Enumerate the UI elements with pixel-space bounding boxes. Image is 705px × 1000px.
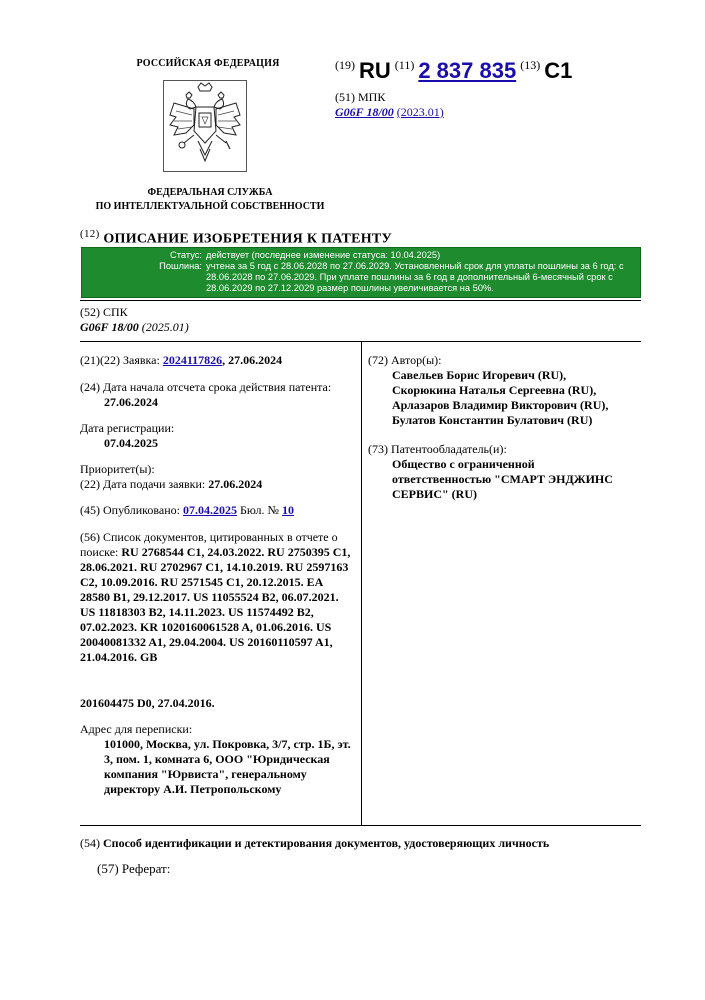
abstract-label: (57) Реферат: [97, 861, 171, 876]
priority-label: Приоритет(ы): [80, 462, 155, 476]
agency-line-1: ФЕДЕРАЛЬНАЯ СЛУЖБА [147, 187, 273, 198]
fee-label: Пошлина: [159, 261, 202, 271]
application-row [80, 353, 355, 368]
priority-row [80, 462, 355, 492]
application-number-link[interactable]: 2024117826 [162, 353, 223, 367]
bulletin-number-link[interactable]: 10 [281, 503, 294, 517]
cited-text: RU 2768544 C1, 24.03.2022. RU 2750395 C1, 28.06.2021. RU 2702967 C1, 14.10.2019. RU 2597163 C2, 10.09.2016. RU 2571545 C1, 20.12.2015. EA 28580 B1, 29.12.2017. US 11055524 B2, 06.07.2021. US 11818303 B2, 14.11.2023. US 11574492 B2, 07.02.2023. KR 1020160061528 A, 01.06.2016. US 20040081332 A1, 29.04.2004. US 20160110597 A1, 21.04.2016. GB [80, 545, 351, 664]
country-code: RU [359, 58, 391, 83]
spk-block [80, 305, 189, 335]
registration-date: 07.04.2025 [104, 436, 158, 450]
status-value: действует (последнее изменение статуса: 10.04.2025) [206, 250, 441, 260]
title-tag: (12) [80, 228, 100, 240]
published-row [80, 503, 355, 518]
tag-13: (13) [520, 58, 541, 72]
application-date: , 27.06.2024 [222, 353, 283, 367]
term-start-date: 27.06.2024 [104, 395, 158, 409]
author-item: Арлазаров Владимир Викторович (RU), [392, 398, 609, 412]
authors-label: (72) Автор(ы): [368, 353, 442, 367]
status-label: Статус: [170, 250, 202, 260]
agency-line-2: ПО ИНТЕЛЛЕКТУАЛЬНОЙ СОБСТВЕННОСТИ [95, 201, 325, 212]
country-name: РОССИЙСКАЯ ФЕДЕРАЦИЯ [136, 58, 280, 69]
kind-code: C1 [544, 58, 573, 83]
spk-label: (52) СПК [80, 305, 128, 319]
divider-top [80, 300, 641, 301]
bulletin-label: Бюл. № [239, 503, 279, 517]
abstract-clip [80, 858, 640, 876]
mpk-label: (51) МПК [335, 90, 386, 104]
mpk-block [335, 90, 444, 120]
author-item: Савельев Борис Игоревич (RU), [392, 368, 567, 382]
divider-bottom [80, 825, 641, 826]
authors-list [368, 368, 638, 428]
holder-text: Общество с ограниченной ответственностью "СМАРТ ЭНДЖИНС СЕРВИС" (RU) [392, 457, 613, 501]
holder-block [368, 442, 638, 502]
published-date-link[interactable]: 07.04.2025 [182, 503, 237, 517]
spk-version: (2025.01) [141, 320, 189, 334]
patent-number-link[interactable]: 2 837 835 [418, 58, 517, 83]
coat-of-arms-emblem [163, 80, 247, 172]
registration-label: Дата регистрации: [80, 421, 175, 435]
fee-value: учтена за 5 год с 28.06.2028 по 27.06.2029. Установленный срок для уплаты пошлины за 6 год: с 28.06.2028 по 27.06.2029. При уплате пошлины за 6 год в дополнительный 6-месячный срок с 28.06.2029 по 27.12.2029 размер пошлины увеличивается на 50%. [206, 261, 624, 293]
cited-documents [80, 530, 355, 665]
invention-title-row [80, 836, 640, 851]
patent-number-line [335, 58, 572, 84]
address-text: 101000, Москва, ул. Покровка, 3/7, стр. 1Б, эт. 3, пом. 1, комната 6, ООО "Юридическая компания "Юрвиста", генеральному директору А.И. Петропольскому [104, 737, 351, 796]
document-title [80, 228, 392, 248]
filing-label: (22) Дата подачи заявки: [80, 477, 206, 491]
column-divider [361, 341, 362, 825]
cited-tail: 201604475 D0, 27.04.2016. [80, 696, 215, 710]
published-label: (45) Опубликовано: [80, 503, 180, 517]
filing-date: 27.06.2024 [208, 477, 263, 491]
author-item: Булатов Константин Булатович (RU) [392, 413, 593, 427]
spk-class: G06F 18/00 [80, 320, 139, 334]
invention-title: Способ идентификации и детектирования документов, удостоверяющих личность [103, 836, 550, 850]
tag-11: (11) [394, 58, 415, 72]
agency-name [70, 186, 350, 214]
term-start-row [80, 380, 355, 410]
address-block [80, 722, 355, 797]
mpk-class-link[interactable]: G06F 18/00 [335, 105, 394, 119]
address-label: Адрес для переписки: [80, 722, 193, 736]
application-label: (21)(22) Заявка: [80, 353, 160, 367]
term-start-label: (24) Дата начала отсчета срока действия патента: [80, 380, 332, 394]
status-box [81, 247, 641, 298]
author-item: Скорюкина Наталья Сергеевна (RU), [392, 383, 597, 397]
holder-label: (73) Патентообладатель(и): [368, 442, 507, 456]
cited-label: (56) Список документов, цитированных в отчете о поиске: [80, 530, 338, 559]
invention-tag: (54) [80, 836, 100, 850]
registration-row [80, 421, 355, 451]
authors-block [368, 353, 638, 428]
tag-19: (19) [335, 58, 355, 72]
title-text: ОПИСАНИЕ ИЗОБРЕТЕНИЯ К ПАТЕНТУ [103, 231, 393, 247]
double-headed-eagle-icon [164, 81, 246, 171]
mpk-version-link[interactable]: (2023.01) [396, 105, 444, 119]
